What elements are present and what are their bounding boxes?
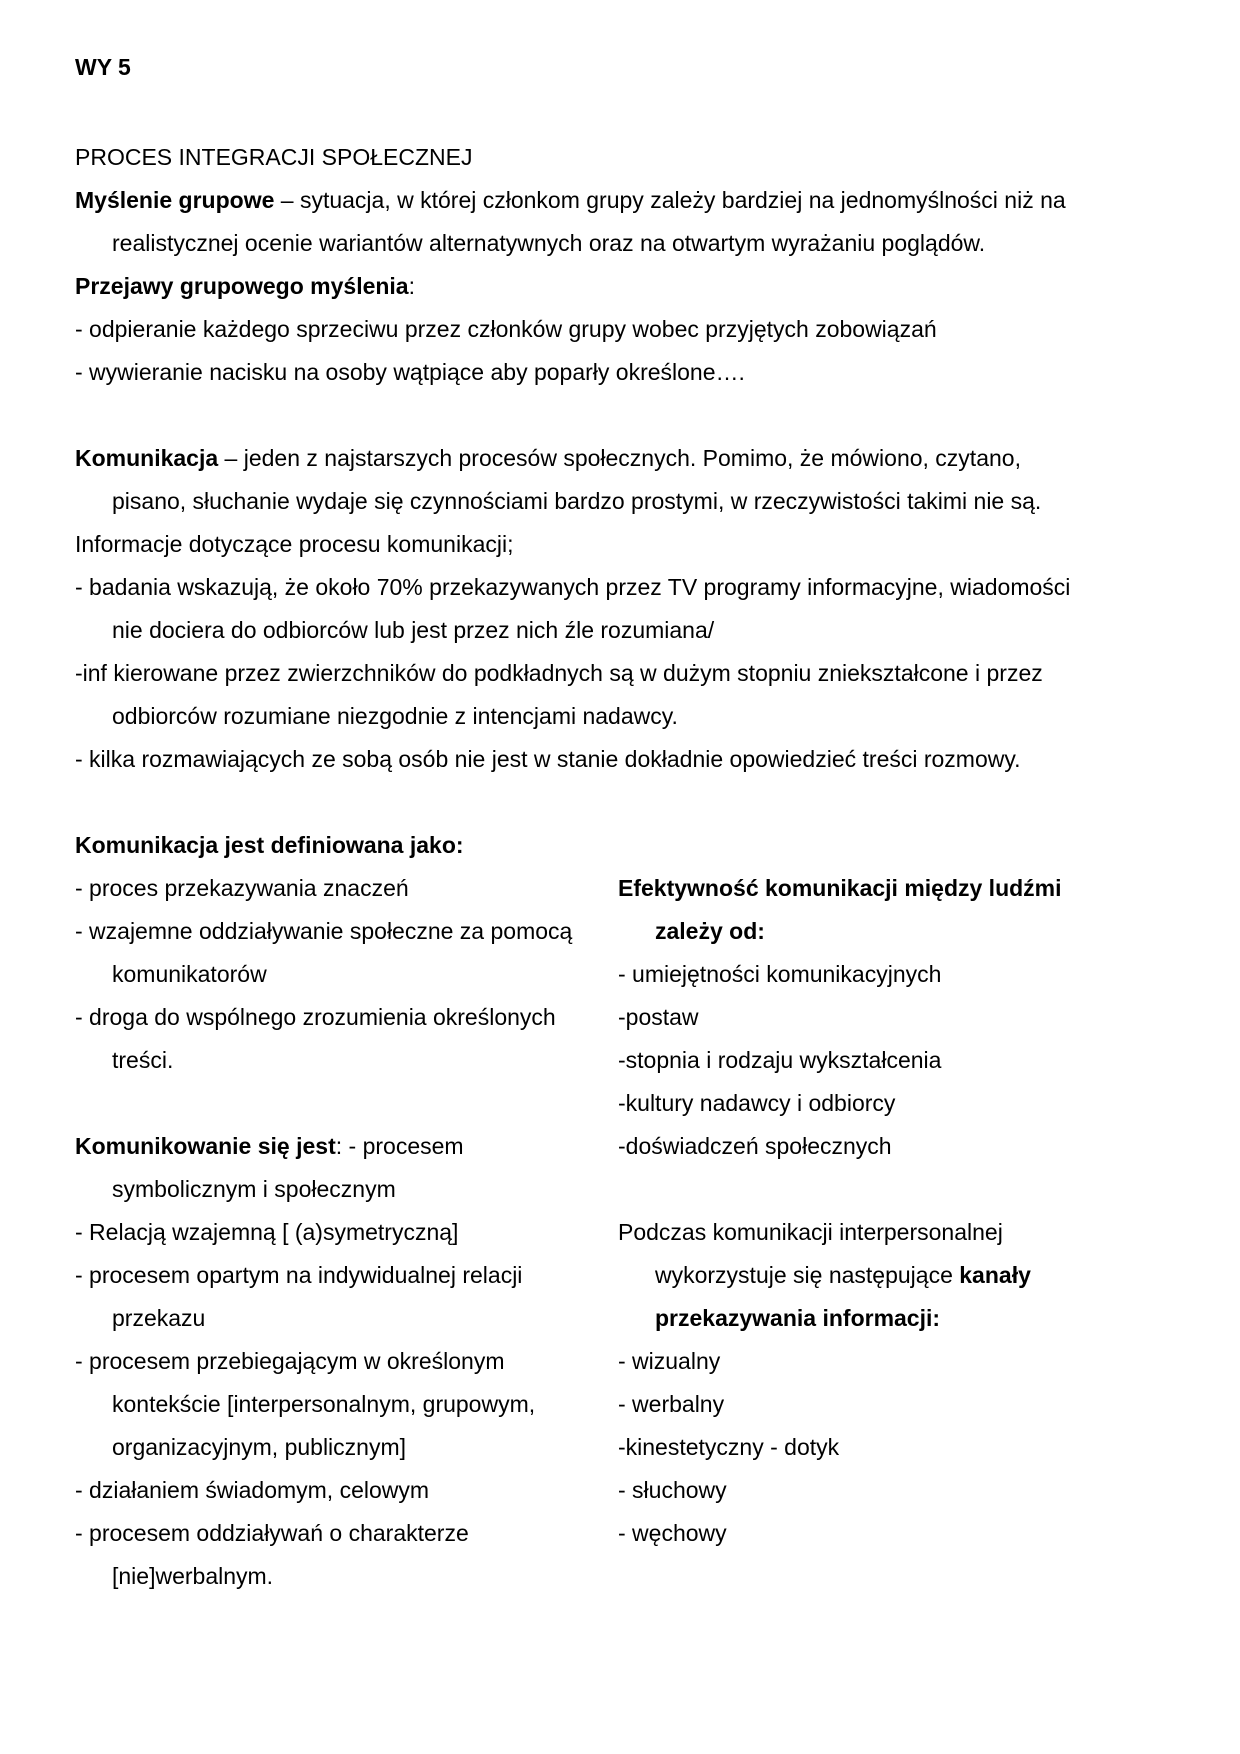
list-item: -postaw [618, 1004, 699, 1030]
list-item: - procesem oddziaływań o charakterze [75, 1520, 469, 1546]
komunikacja-definition: Komunikacja – jeden z najstarszych procesów społecznych. Pomimo, że mówiono, czytano, [75, 445, 1021, 471]
list-item: - droga do wspólnego zrozumienia określonych [75, 1004, 556, 1030]
komunikacja-term: Komunikacja [75, 445, 219, 471]
list-item: - procesem opartym na indywidualnej relacji [75, 1262, 523, 1288]
list-item-cont: treści. [112, 1047, 174, 1073]
list-item: - odpieranie każdego sprzeciwu przez członków grupy wobec przyjętych zobowiązań [75, 316, 937, 342]
list-item: - wizualny [618, 1348, 721, 1374]
list-item: -inf kierowane przez zwierzchników do podkładnych są w dużym stopniu zniekształcone i przez [75, 660, 1043, 686]
section-title: PROCES INTEGRACJI SPOŁECZNEJ [75, 144, 473, 170]
list-item: -doświadczeń społecznych [618, 1133, 892, 1159]
kanaly-heading: przekazywania informacji: [655, 1305, 941, 1331]
lecture-label: WY 5 [75, 54, 131, 80]
efektywnosc-heading-cont: zależy od: [655, 918, 765, 944]
list-item-cont: organizacyjnym, publicznym] [112, 1434, 407, 1460]
list-item: - słuchowy [618, 1477, 727, 1503]
list-item-cont: odbiorców rozumiane niezgodnie z intencjami nadawcy. [112, 703, 678, 729]
definicja-heading: Komunikacja jest definiowana jako: [75, 832, 464, 858]
list-item-cont: komunikatorów [112, 961, 267, 987]
myslenie-definition: Myślenie grupowe – sytuacja, w której członkom grupy zależy bardziej na jednomyślności niż na [75, 187, 1066, 213]
list-item: - kilka rozmawiających ze sobą osób nie jest w stanie dokładnie opowiedzieć treści rozmowy. [75, 746, 1021, 772]
list-item: - Relacją wzajemną [ (a)symetryczną] [75, 1219, 459, 1245]
list-item-cont: kontekście [interpersonalnym, grupowym, [112, 1391, 536, 1417]
przejawy-heading: Przejawy grupowego myślenia: [75, 273, 415, 299]
list-item-cont: przekazu [112, 1305, 206, 1331]
list-item-cont: nie dociera do odbiorców lub jest przez nich źle rozumiana/ [112, 617, 715, 643]
komunikacja-definition-cont: pisano, słuchanie wydaje się czynnościami bardzo prostymi, w rzeczywistości takimi nie są. [112, 488, 1042, 514]
komunikowanie-heading: Komunikowanie się jest: - procesem [75, 1133, 464, 1159]
myslenie-term: Myślenie grupowe [75, 187, 275, 213]
kanaly-intro-cont: wykorzystuje się następujące kanały [655, 1262, 1031, 1288]
list-item: - węchowy [618, 1520, 727, 1546]
list-item-cont: [nie]werbalnym. [112, 1563, 274, 1589]
info-heading: Informacje dotyczące procesu komunikacji; [75, 531, 514, 557]
efektywnosc-heading: Efektywność komunikacji między ludźmi [618, 875, 1062, 901]
kanaly-intro: Podczas komunikacji interpersonalnej [618, 1219, 1003, 1245]
list-item: - badania wskazują, że około 70% przekazywanych przez TV programy informacyjne, wiadomości [75, 574, 1071, 600]
list-item: -stopnia i rodzaju wykształcenia [618, 1047, 942, 1073]
list-item: - wywieranie nacisku na osoby wątpiące aby poparły określone…. [75, 359, 745, 385]
list-item: -kultury nadawcy i odbiorcy [618, 1090, 896, 1116]
list-item: - umiejętności komunikacyjnych [618, 961, 942, 987]
list-item: - procesem przebiegającym w określonym [75, 1348, 505, 1374]
list-item: - werbalny [618, 1391, 725, 1417]
list-item: - proces przekazywania znaczeń [75, 875, 409, 901]
list-item: - działaniem świadomym, celowym [75, 1477, 430, 1503]
myslenie-definition-cont: realistycznej ocenie wariantów alternatywnych oraz na otwartym wyrażaniu poglądów. [112, 230, 986, 256]
list-item: -kinestetyczny - dotyk [618, 1434, 840, 1460]
list-item-cont: symbolicznym i społecznym [112, 1176, 396, 1202]
list-item: - wzajemne oddziaływanie społeczne za pomocą [75, 918, 573, 944]
